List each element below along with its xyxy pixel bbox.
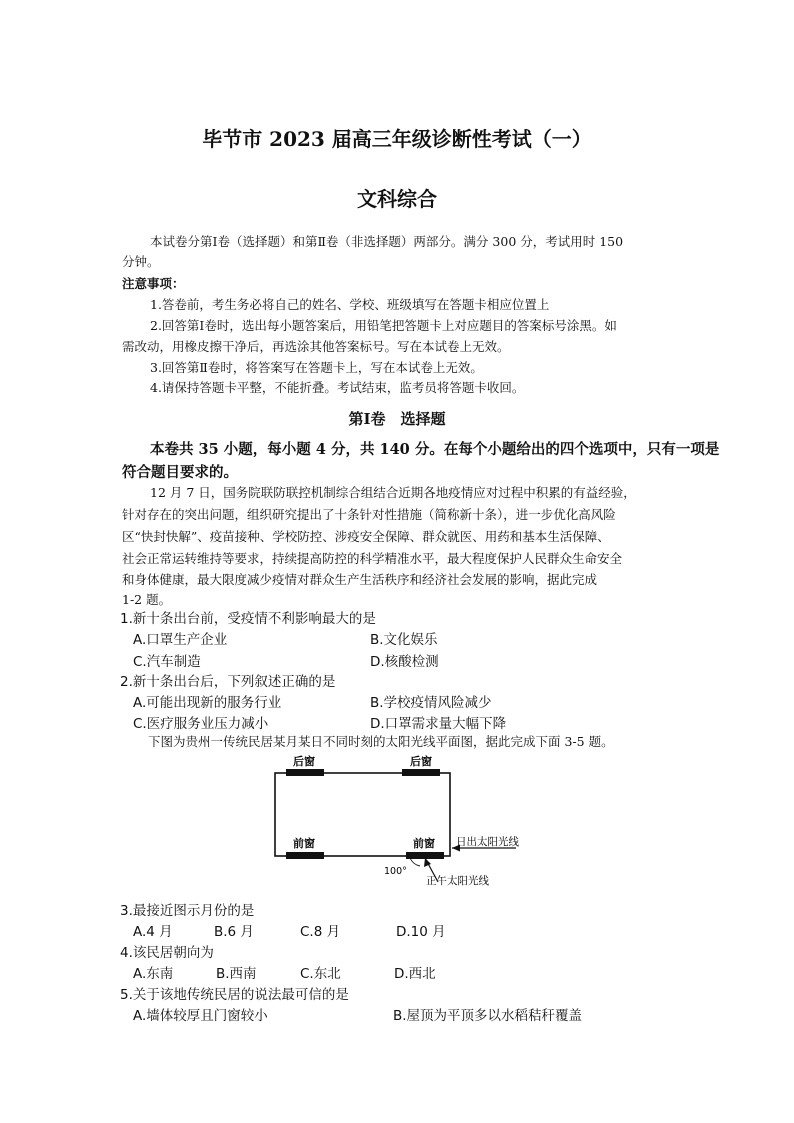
question-1-option-b: B.文化娱乐 [370,632,438,648]
question-3-option-a: A.4 月 [133,924,173,940]
passage-line-6: 1-2 题。 [122,592,172,607]
intro-line-2: 分钟。 [122,254,160,269]
figure-intro: 下图为贵州一传统民居某月某日不同时刻的太阳光线平面图，据此完成下面 3-5 题。 [148,734,614,749]
question-3-option-d: D.10 月 [396,924,446,940]
question-5-option-b: B.屋顶为平顶多以水稻秸秆覆盖 [393,1008,583,1024]
front-window-left-label: 前窗 [293,837,315,850]
question-3-option-b: B.6 月 [214,924,254,940]
sunrise-label-visible: 日出太阳光线 [456,836,519,848]
back-window-right-label: 后窗 [410,755,432,768]
note-item-1: 1.答卷前，考生务必将自己的姓名、学校、班级填写在答题卡相应位置上 [150,297,550,312]
question-4-option-b: B.西南 [216,966,257,982]
question-3-stem: 3.最接近图示月份的是 [120,903,255,919]
passage-line-5: 和身体健康，最大限度减少疫情对群众生产生活秩序和经济社会发展的影响，据此完成 [122,572,598,587]
question-1-option-c: C.汽车制造 [133,654,201,670]
passage-line-4: 社会正常运转维持等要求，持续提高防控的科学精准水平，最大程度保护人民群众生命安全 [122,551,623,566]
question-2-stem: 2.新十条出台后，下列叙述正确的是 [120,674,336,690]
noon-label: 正午太阳光线 [426,875,489,887]
section-instruction-1: 本卷共 35 小题，每小题 4 分，共 140 分。在每个小题给出的四个选项中，只有一项是 [150,441,720,458]
note-item-2-cont: 需改动，用橡皮擦干净后，再选涂其他答案标号。写在本试卷上无效。 [122,339,510,354]
back-window-right [402,769,440,776]
front-window-left [286,852,324,859]
question-1-stem: 1.新十条出台前，受疫情不利影响最大的是 [120,611,376,627]
question-2-option-a: A.可能出现新的服务行业 [133,695,282,711]
note-item-3: 3.回答第Ⅱ卷时，将答案写在答题卡上，写在本试卷上无效。 [150,360,483,375]
question-5-option-a: A.墙体较厚且门窗较小 [133,1008,268,1024]
front-window-right [406,852,444,859]
passage-line-2: 针对存在的突出问题，组织研究提出了十条针对性措施（简称新十条），进一步优化高风险 [122,507,616,522]
exam-subtitle: 文科综合 [357,187,437,211]
section-heading: 第Ⅰ卷 选择题 [348,410,446,428]
front-window-right-label: 前窗 [413,837,435,850]
question-2-option-d: D.口罩需求量大幅下降 [370,716,507,732]
angle-label: 100° [384,866,407,877]
passage-line-3: 区“快封快解”、疫苗接种、学校防控、涉疫安全保障、群众就医、用药和基本生活保障、 [122,529,610,544]
question-4-option-c: C.东北 [300,966,341,982]
intro-line-1: 本试卷分第Ⅰ卷（选择题）和第Ⅱ卷（非选择题）两部分。满分 300 分，考试用时 150 [150,234,624,249]
question-4-option-d: D.西北 [394,966,436,982]
sunlight-diagram [260,750,550,895]
back-window-left-label: 后窗 [293,755,315,768]
question-2-option-c: C.医疗服务业压力减小 [133,716,269,732]
question-2-option-b: B.学校疫情风险减少 [370,695,492,711]
question-4-option-a: A.东南 [133,966,174,982]
passage-line-1: 12 月 7 日，国务院联防联控机制综合组结合近期各地疫情应对过程中积累的有益经验， [150,485,636,500]
section-instruction-2: 符合题目要求的。 [122,464,238,481]
question-3-option-c: C.8 月 [300,924,341,940]
question-4-stem: 4.该民居朝向为 [120,945,214,961]
exam-title: 毕节市 2023 届高三年级诊断性考试（一） [202,127,592,151]
notes-heading: 注意事项： [122,276,185,291]
note-item-4: 4.请保持答题卡平整，不能折叠。考试结束，监考员将答题卡收回。 [150,380,525,395]
angle-arc [410,858,420,866]
question-1-option-d: D.核酸检测 [370,654,439,670]
noon-arrowhead [424,858,431,867]
question-1-option-a: A.口罩生产企业 [133,632,228,648]
question-5-stem: 5.关于该地传统民居的说法最可信的是 [120,987,349,1003]
note-item-2: 2.回答第Ⅰ卷时，选出每小题答案后，用铅笔把答题卡上对应题目的答案标号涂黑。如 [150,318,617,333]
back-window-left [286,769,324,776]
